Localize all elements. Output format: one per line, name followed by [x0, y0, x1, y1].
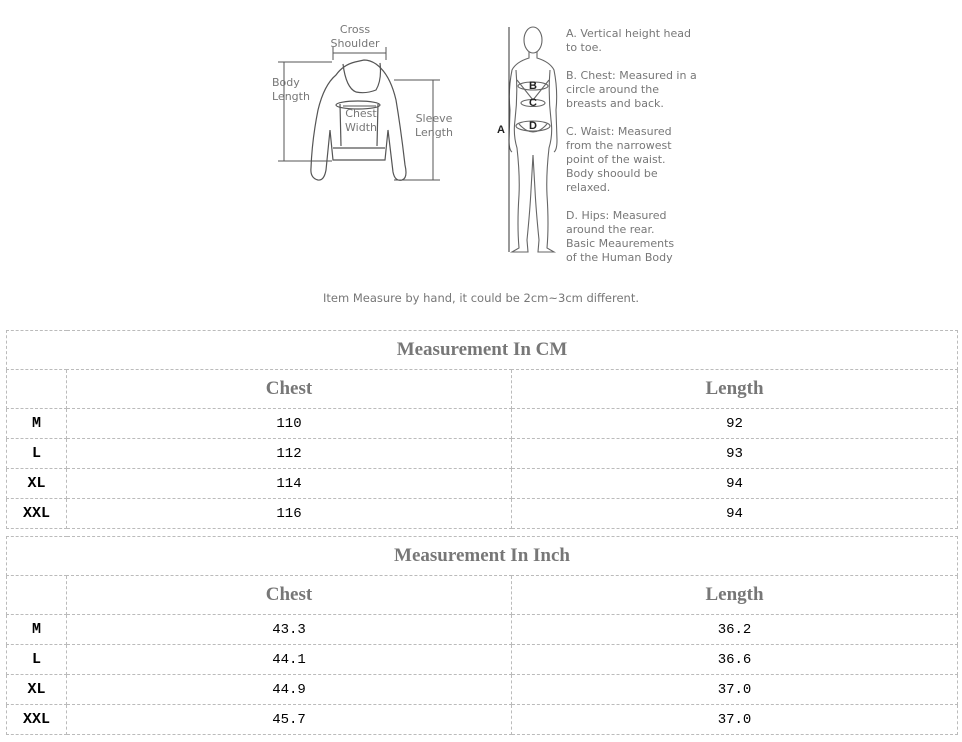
- length-cell: 92: [512, 409, 958, 439]
- measurement-disclaimer: Item Measure by hand, it could be 2cm~3cm different.: [322, 291, 640, 305]
- size-cell: L: [7, 439, 67, 469]
- table-title-inch: Measurement In Inch: [7, 537, 958, 576]
- body-letter-a: A: [497, 124, 505, 136]
- size-cell: XXL: [7, 705, 67, 735]
- table-row: [7, 469, 958, 499]
- header-chest-inch: Chest: [67, 576, 512, 615]
- table-row: [7, 499, 958, 529]
- header-size-cm: [7, 370, 67, 409]
- size-cell: L: [7, 645, 67, 675]
- note-b-chest: B. Chest: Measured in a circle around the breasts and back.: [566, 69, 697, 110]
- header-length-cm: Length: [512, 370, 958, 409]
- size-table-inch: [6, 536, 958, 735]
- length-cell: 37.0: [512, 675, 958, 705]
- table-title-cm: Measurement In CM: [7, 331, 958, 370]
- size-cell: XL: [7, 469, 67, 499]
- body-letter-b: B: [529, 80, 537, 92]
- length-cell: 94: [512, 469, 958, 499]
- table-row: [7, 705, 958, 735]
- table-row: [7, 409, 958, 439]
- header-length-inch: Length: [512, 576, 958, 615]
- body-length-label: Body Length: [272, 76, 310, 103]
- garment-and-body-illustration: [0, 0, 962, 290]
- size-cell: XL: [7, 675, 67, 705]
- size-cell: M: [7, 615, 67, 645]
- chest-cell: 116: [67, 499, 512, 529]
- length-cell: 94: [512, 499, 958, 529]
- chest-cell: 114: [67, 469, 512, 499]
- length-cell: 36.2: [512, 615, 958, 645]
- chest-cell: 44.1: [67, 645, 512, 675]
- table-row: [7, 645, 958, 675]
- table-row: [7, 439, 958, 469]
- note-a-height: A. Vertical height head to toe.: [566, 27, 692, 54]
- chest-cell: 45.7: [67, 705, 512, 735]
- body-figure-illustration: [509, 27, 557, 252]
- note-c-waist: C. Waist: Measured from the narrowest point of the waist. Body shoould be relaxed.: [566, 125, 672, 194]
- length-cell: 93: [512, 439, 958, 469]
- header-chest-cm: Chest: [67, 370, 512, 409]
- chest-cell: 112: [67, 439, 512, 469]
- length-cell: 37.0: [512, 705, 958, 735]
- chest-cell: 44.9: [67, 675, 512, 705]
- size-cell: M: [7, 409, 67, 439]
- measurement-diagram: [0, 0, 962, 325]
- body-letter-c: C: [529, 97, 537, 109]
- note-d-hips: D. Hips: Measured around the rear. Basic Meaurements of the Human Body: [566, 209, 675, 264]
- size-cell: XXL: [7, 499, 67, 529]
- chest-cell: 110: [67, 409, 512, 439]
- table-row: [7, 675, 958, 705]
- sleeve-length-label: Sleeve Length: [415, 112, 453, 139]
- chest-width-label: Chest Width: [345, 107, 377, 134]
- cross-shoulder-label: Cross Shoulder: [330, 23, 380, 50]
- table-row: [7, 615, 958, 645]
- length-cell: 36.6: [512, 645, 958, 675]
- header-size-inch: [7, 576, 67, 615]
- body-letter-d: D: [529, 120, 537, 132]
- size-table-cm: [6, 330, 958, 529]
- chest-cell: 43.3: [67, 615, 512, 645]
